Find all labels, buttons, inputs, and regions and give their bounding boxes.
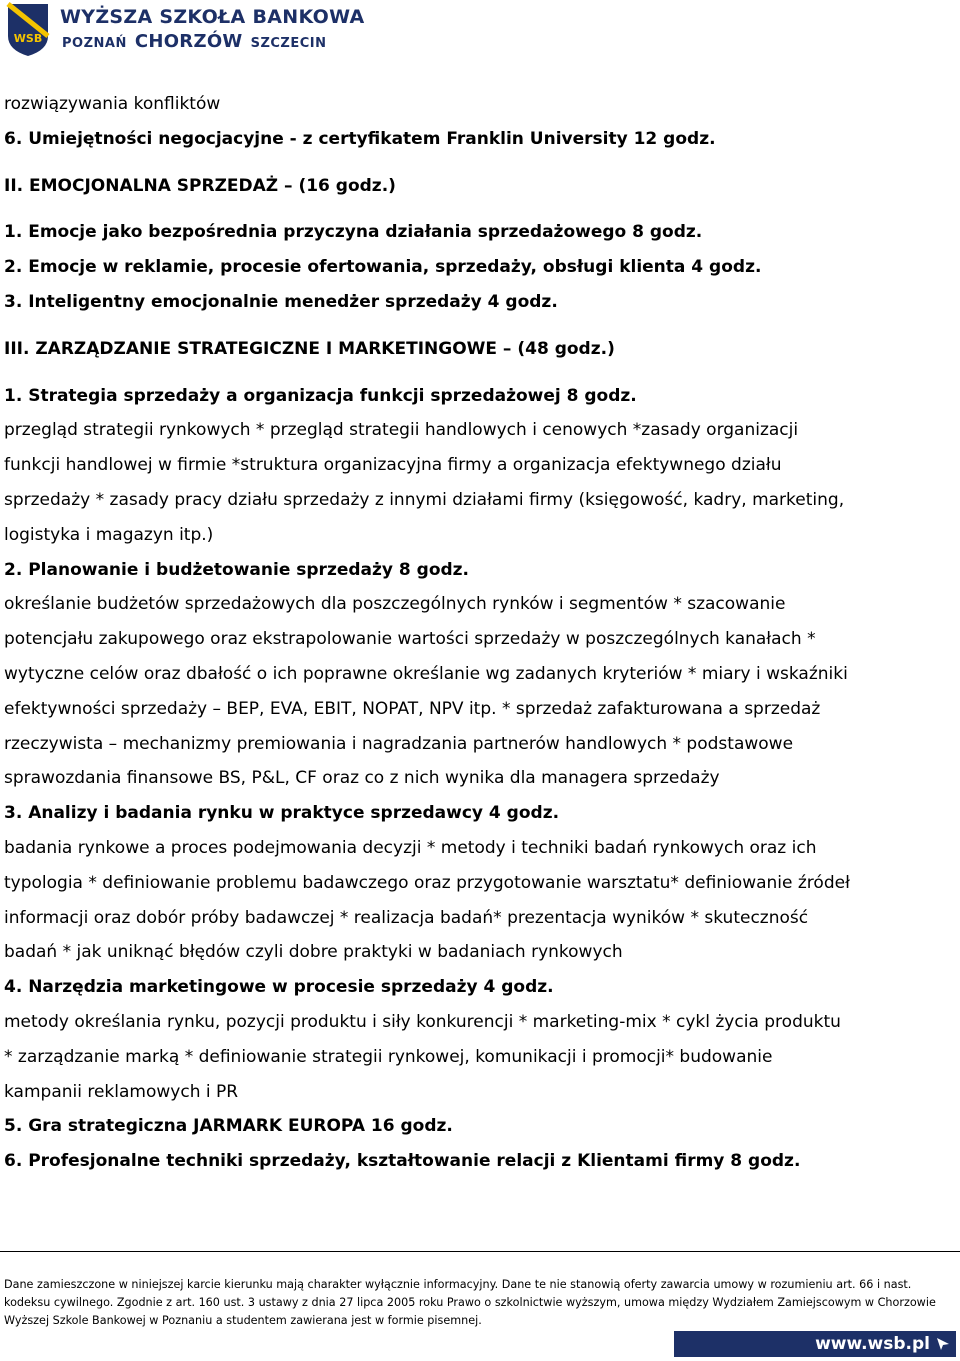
city-poznan: POZNAŃ [62, 36, 127, 51]
section-heading: 3. Analizy i badania rynku w praktyce sprzedawcy 4 godz. [4, 803, 560, 824]
body-text-line: sprawozdania finansowe BS, P&L, CF oraz co z nich wynika dla managera sprzedaży [4, 768, 720, 789]
section-heading: II. EMOCJONALNA SPRZEDAŻ – (16 godz.) [4, 175, 396, 196]
body-text-line: funkcji handlowej w firmie *struktura organizacyjna firmy a organizacja efektywnego działu [4, 455, 782, 476]
body-text-line: wytyczne celów oraz dbałość o ich poprawne określanie wg zadanych kryteriów * miary i wskaźniki [4, 663, 848, 684]
website-link[interactable] [674, 1331, 956, 1357]
section-gap [4, 367, 954, 379]
body-text-line: kampanii reklamowych i PR [4, 1081, 239, 1102]
website-url[interactable]: www.wsb.pl [815, 1334, 930, 1354]
body-text-line: efektywności sprzedaży – BEP, EVA, EBIT, NOPAT, NPV itp. * sprzedaż zafakturowana a sprzedaż [4, 698, 821, 719]
campus-cities [62, 31, 326, 52]
body-text-line: potencjału zakupowego oraz ekstrapolowanie wartości sprzedaży w poszczególnych kanałach * [4, 629, 816, 650]
city-szczecin: SZCZECIN [250, 36, 327, 51]
body-text-line: badań * jak uniknąć błędów czyli dobre praktyki w badaniach rynkowych [4, 942, 623, 963]
footer-disclaimer [4, 1276, 956, 1329]
footer-line: Dane zamieszczone w niniejszej karcie kierunku mają charakter wyłącznie informacyjny. Dane te nie stanowią oferty zawarcia umowy w rozumieniu art. 66 i nast. [4, 1278, 912, 1291]
body-text-line: sprzedaży * zasady pracy działu sprzedaży z innymi działami firmy (księgowość, kadry, marketing, [4, 489, 845, 510]
body-text-line: * zarządzanie marką * definiowanie strategii rynkowej, komunikacji i promocji* budowanie [4, 1046, 773, 1067]
section-heading: 1. Strategia sprzedaży a organizacja funkcji sprzedażowej 8 godz. [4, 385, 637, 406]
section-heading: 2. Planowanie i budżetowanie sprzedaży 8 godz. [4, 559, 470, 580]
section-heading: 2. Emocje w reklamie, procesie ofertowania, sprzedaży, obsługi klienta 4 godz. [4, 257, 762, 278]
section-gap [4, 203, 954, 215]
section-heading: 3. Inteligentny emocjonalnie menedżer sprzedaży 4 godz. [4, 291, 558, 312]
cursor-arrow-icon [936, 1337, 950, 1351]
logo-badge-text: WSB [13, 32, 43, 45]
section-heading: 1. Emocje jako bezpośrednia przyczyna działania sprzedażowego 8 godz. [4, 222, 703, 243]
body-text-line: określanie budżetów sprzedażowych dla poszczególnych rynków i segmentów * szacowanie [4, 594, 786, 615]
body-text-line: rozwiązywania konfliktów [4, 94, 221, 114]
section-heading: 6. Profesjonalne techniki sprzedaży, kształtowanie relacji z Klientami firmy 8 godz. [4, 1151, 801, 1172]
footer-divider [0, 1251, 960, 1252]
body-text-line: logistyka i magazyn itp.) [4, 524, 214, 545]
wsb-logo-shield-icon [4, 2, 52, 58]
section-heading: III. ZARZĄDZANIE STRATEGICZNE I MARKETINGOWE – (48 godz.) [4, 338, 615, 359]
section-heading: 6. Umiejętności negocjacyjne - z certyfikatem Franklin University 12 godz. [4, 128, 716, 149]
body-text-line: przegląd strategii rynkowych * przegląd strategii handlowych i cenowych *zasady organizacji [4, 420, 799, 441]
city-chorzow: CHORZÓW [134, 31, 243, 52]
footer-line: Wyższej Szkole Bankowej w Poznaniu a studentem zawierana jest w formie pisemnej. [4, 1313, 482, 1327]
section-heading: 5. Gra strategiczna JARMARK EUROPA 16 godz. [4, 1116, 453, 1137]
body-text-line: badania rynkowe a proces podejmowania decyzji * metody i techniki badań rynkowych oraz ich [4, 837, 817, 858]
body-text-line: metody określania rynku, pozycji produktu i siły konkurencji * marketing-mix * cykl życia produktu [4, 1011, 841, 1032]
body-text-line: rzeczywista – mechanizmy premiowania i nagradzania partnerów handlowych * podstawowe [4, 733, 794, 754]
section-heading: 4. Narzędzia marketingowe w procesie sprzedaży 4 godz. [4, 977, 554, 998]
body-text-line: typologia * definiowanie problemu badawczego oraz przygotowanie warsztatu* definiowanie źródeł [4, 872, 850, 893]
section-gap [4, 320, 954, 332]
section-gap [4, 157, 954, 169]
footer-line: kodeksu cywilnego. Zgodnie z art. 160 ust. 3 ustawy z dnia 27 lipca 2005 roku Prawo o szkolnictwie wyższym, umowa między Wydziałem Zamiejscowym w Chorzowie [4, 1295, 936, 1309]
university-name: WYŻSZA SZKOŁA BANKOWA [60, 6, 365, 28]
body-text-line: informacji oraz dobór próby badawczej * realizacja badań* prezentacja wyników * skuteczność [4, 907, 809, 928]
curriculum-content [4, 87, 954, 1179]
page-header [0, 0, 960, 62]
